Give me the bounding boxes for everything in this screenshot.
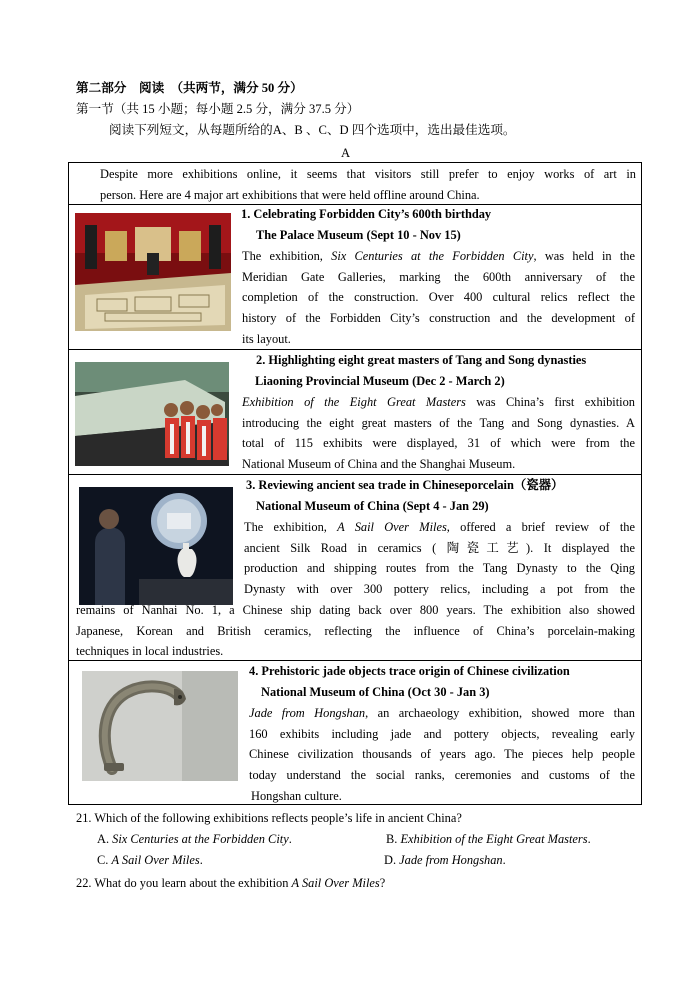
- description-line: Exhibition of the Eight Great Masters was China’s first exhibition: [242, 395, 635, 409]
- description-line: remains of Nanhai No. 1, a Chinese ship dating back over 800 years. The exhibition also showed: [76, 603, 635, 617]
- intro-line-1: Despite more exhibitions online, it seems that visitors still prefer to enjoy works of art in: [100, 167, 636, 181]
- description-line: Japanese, Korean and British ceramics, reflecting the influence of China’s porcelain-making: [76, 623, 635, 638]
- exhibition-1-venue: The Palace Museum (Sept 10 - Nov 15): [256, 228, 461, 242]
- description-line: total of 115 exhibits were displayed, 31 of which were from the: [242, 436, 635, 451]
- exhibition-1-title: 1. Celebrating Forbidden City’s 600th birthday: [241, 207, 492, 221]
- liaoning-museum-photo: [75, 362, 229, 466]
- exhibition-3-description: [244, 517, 635, 600]
- jade-object-photo: [82, 671, 238, 781]
- exhibition-3-venue: National Museum of China (Sept 4 - Jan 29): [256, 499, 489, 513]
- exhibition-1-description: [242, 246, 635, 350]
- description-line: techniques in local industries.: [76, 644, 224, 659]
- exhibition-4-venue: National Museum of China (Oct 30 - Jan 3): [261, 685, 490, 699]
- description-line: today understand the social ranks, ceremonies and customs of the: [249, 768, 635, 783]
- description-line: its layout.: [242, 331, 291, 346]
- exhibitions-table: [68, 162, 642, 805]
- exhibition-2-description: [242, 392, 635, 475]
- exhibition-2-title: 2. Highlighting eight great masters of Tang and Song dynasties: [256, 353, 587, 367]
- passage-letter: A: [341, 146, 351, 160]
- description-line: Jade from Hongshan, an archaeology exhibition, showed more than: [249, 706, 635, 720]
- exhibition-4-title: 4. Prehistoric jade objects trace origin of Chinese civilization: [249, 664, 570, 678]
- q21-option-c[interactable]: C. A Sail Over Miles.: [97, 853, 203, 867]
- palace-museum-photo: [75, 213, 231, 331]
- description-line: introducing the eight great masters of the Tang and Song dynasties. A: [242, 415, 635, 430]
- description-line: Hongshan culture.: [251, 789, 342, 803]
- exhibition-3-title: 3. Reviewing ancient sea trade in Chineseporcelain（瓷器）: [246, 478, 564, 492]
- description-line: The exhibition, Six Centuries at the Forbidden City, was held in the: [242, 249, 635, 263]
- description-line: The exhibition, A Sail Over Miles, offered a brief review of the: [244, 520, 635, 534]
- q21-option-d[interactable]: D. Jade from Hongshan.: [384, 853, 506, 867]
- intro-line-2: person. Here are 4 major art exhibitions that were held offline around China.: [100, 187, 480, 202]
- description-line: history of the Forbidden City’s construction and the development of: [242, 311, 635, 326]
- description-line: ancient Silk Road in ceramics ( 陶瓷工艺). It displayed the: [244, 540, 635, 555]
- q21-option-a[interactable]: A. Six Centuries at the Forbidden City.: [97, 832, 292, 846]
- description-line: completion of the construction. Over 400 cultural relics reflect the: [242, 290, 635, 305]
- subsection-title: 第一节（共 15 小题；每小题 2.5 分，满分 37.5 分）: [76, 102, 360, 116]
- q21-option-b[interactable]: B. Exhibition of the Eight Great Masters.: [386, 832, 591, 846]
- description-line: Dynasty with over 300 pottery relics, including a pot from the: [244, 582, 635, 597]
- instructions: 阅读下列短文，从每题所给的A、B 、C、D 四个选项中，选出最佳选项。: [109, 123, 516, 137]
- exhibition-2-venue: Liaoning Provincial Museum (Dec 2 - March 2): [255, 374, 505, 388]
- description-line: production and shipping routes from the Tang Dynasty to the Qing: [244, 561, 635, 576]
- description-line: National Museum of China and the Shanghai Museum.: [242, 457, 516, 472]
- description-line: Meridian Gate Galleries, marking the 600th anniversary of the: [242, 269, 635, 284]
- intro-paragraph: [76, 164, 636, 205]
- national-museum-ceramics-photo: [79, 487, 233, 605]
- question-22: 22. What do you learn about the exhibition A Sail Over Miles?: [76, 876, 386, 890]
- exhibition-3-description-continued: [76, 600, 635, 662]
- question-21: 21. Which of the following exhibitions reflects people’s life in ancient China?: [76, 811, 462, 825]
- description-line: 160 exhibits including jade and pottery objects, revealing early: [249, 726, 635, 741]
- description-line: Chinese civilization thousands of years ago. The pieces help people: [249, 747, 635, 762]
- exhibition-4-description: [249, 703, 635, 786]
- section-title: 第二部分 阅读 （共两节，满分 50 分）: [76, 81, 303, 95]
- exhibition-4-description-end: [251, 786, 635, 807]
